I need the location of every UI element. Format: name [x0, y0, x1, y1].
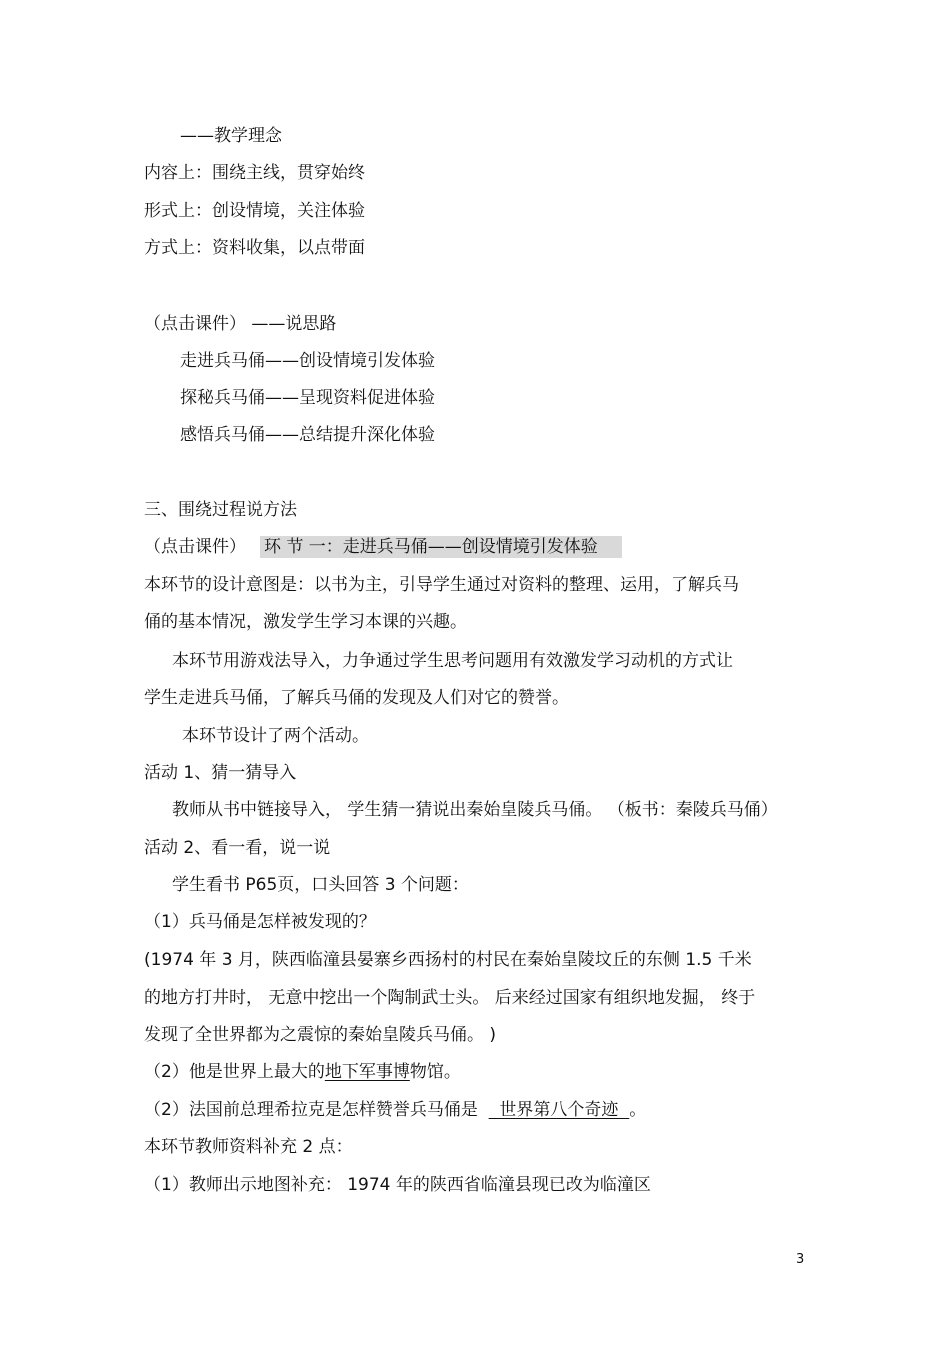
question-3-suffix: 。 — [629, 1100, 647, 1120]
activity-2-title: 活动 2、看一看，说一说 — [144, 838, 331, 858]
question-2 — [144, 1062, 461, 1082]
concept-content-line: 内容上：围绕主线，贯穿始终 — [144, 163, 365, 183]
two-activities-line: 本环节设计了两个活动。 — [182, 726, 369, 746]
activity-2-body: 学生看书 P65页，口头回答 3 个问题： — [172, 875, 469, 895]
concept-form-line: 形式上：创设情境，关注体验 — [144, 201, 365, 221]
approach-step-2: 探秘兵马俑——呈现资料促进体验 — [180, 388, 435, 408]
game-method-line-2: 学生走进兵马俑，了解兵马俑的发现及人们对它的赞誉。 — [144, 688, 569, 708]
question-2-prefix: （2）他是世界上最大的 — [144, 1062, 325, 1082]
concept-method-line: 方式上：资料收集，以点带面 — [144, 238, 365, 258]
approach-step-1: 走进兵马俑——创设情境引发体验 — [180, 351, 435, 371]
answer-1-line-1: (1974 年 3 月，陕西临潼县晏寨乡西扬村的村民在秦始皇陵坟丘的东侧 1.5 千米 — [144, 950, 752, 970]
question-2-underlined: 地下军事博 — [324, 1062, 410, 1082]
question-2-suffix: 物馆。 — [409, 1062, 461, 1082]
courseware-prefix: （点击课件） — [144, 537, 246, 557]
question-1: （1）兵马俑是怎样被发现的？ — [144, 912, 376, 932]
question-3-answer-blank: 世界第八个奇迹 — [488, 1100, 630, 1120]
answer-1-line-3: 发现了全世界都为之震惊的秦始皇陵兵马俑。 ) — [144, 1025, 497, 1045]
design-intent-line-1: 本环节的设计意图是：以书为主，引导学生通过对资料的整理、运用，了解兵马 — [144, 575, 739, 595]
section-3-heading: 三、围绕过程说方法 — [144, 500, 297, 520]
supplement-heading: 本环节教师资料补充 2 点： — [144, 1137, 353, 1157]
answer-1-line-2: 的地方打井时， 无意中挖出一个陶制武士头。 后来经过国家有组织地发掘， 终于 — [144, 988, 756, 1008]
activity-1-body: 教师从书中链接导入， 学生猜一猜说出秦始皇陵兵马俑。 （板书：秦陵兵马俑） — [172, 800, 778, 820]
question-3-prefix: （2）法国前总理希拉克是怎样赞誉兵马俑是 — [144, 1100, 489, 1120]
supplement-item-1: （1）教师出示地图补充： 1974 年的陕西省临潼县现已改为临潼区 — [144, 1175, 651, 1195]
teaching-concept-heading: ——教学理念 — [180, 126, 282, 146]
game-method-line-1: 本环节用游戏法导入，力争通过学生思考问题用有效激发学习动机的方式让 — [172, 651, 733, 671]
design-intent-line-2: 俑的基本情况，激发学生学习本课的兴趣。 — [144, 612, 467, 632]
page-number: 3 — [796, 1252, 805, 1267]
link-one-title: 环 节 一：走进兵马俑——创设情境引发体验 — [260, 536, 622, 558]
link-one-line — [144, 537, 622, 557]
approach-step-3: 感悟兵马俑——总结提升深化体验 — [180, 425, 435, 445]
approach-heading: （点击课件） ——说思路 — [144, 314, 337, 334]
question-3 — [144, 1100, 646, 1120]
activity-1-title: 活动 1、猜一猜导入 — [144, 763, 297, 783]
